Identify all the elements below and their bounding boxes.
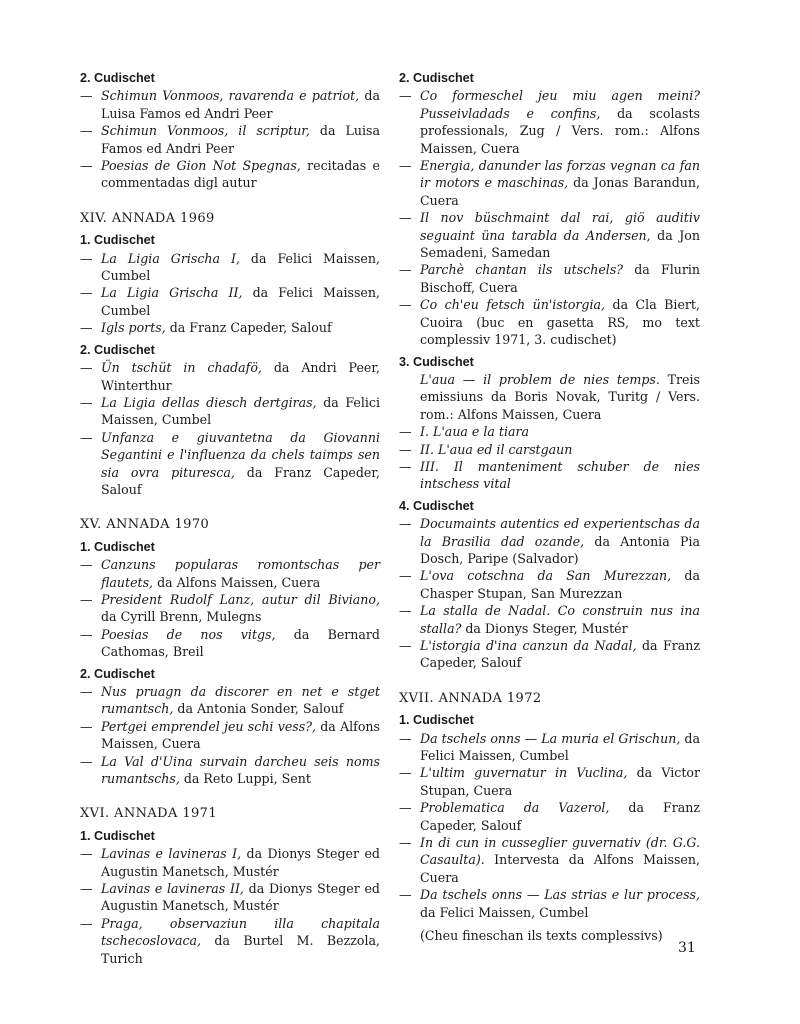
dash-marker: — (80, 591, 93, 607)
entry-title: In di cun in cusseglier guvernativ (dr. G.G. Casaulta). (420, 835, 700, 868)
entry-title: Unfanza e giuvantetna da Giovanni Segantini e l'influenza da chels taimps sen sia ovra pituresca, (101, 429, 380, 480)
entry-author: da Franz Capeder, Salouf (420, 638, 700, 671)
entry-title: Problematica da Vazerol, (420, 800, 610, 816)
entry-title: La Ligia Grischa I, (101, 250, 240, 266)
cudischet-heading: 2. Cudischet (80, 71, 155, 85)
entry-author: da Cyrill Brenn, Mulegns (101, 609, 262, 625)
entry-author: da Jonas Barandun, Cuera (420, 175, 700, 208)
dash-marker: — (399, 210, 412, 226)
list-item (80, 319, 380, 336)
list-item (399, 567, 700, 602)
cudischet-heading: 1. Cudischet (80, 539, 155, 554)
cudischet-heading: 4. Cudischet (399, 498, 474, 513)
dash-marker: — (399, 297, 412, 313)
list-item (399, 371, 700, 423)
list-item (399, 458, 700, 493)
entry-title: Documaints autentics ed experientschas da la Brasilia dad ozande, (420, 516, 700, 549)
entry-title: L'ultim guvernatur in Vuclina, (420, 765, 628, 781)
dash-marker: — (80, 846, 93, 862)
dash-marker: — (399, 158, 412, 174)
entry-title: Co formeschel jeu miu agen meini? Pusseivladads e confins, (420, 88, 700, 121)
entry-title: La Val d'Uina survain darcheu seis noms rumantschs, (101, 753, 380, 787)
list-item (399, 423, 700, 440)
list-item (399, 834, 700, 886)
entry-author: da Reto Luppi, Sent (179, 771, 311, 787)
dash-marker: — (399, 638, 412, 653)
entry-title: Pertgei emprendel jeu schi vess?, (101, 718, 316, 734)
entry-author: da Flurin Bischoff, Cuera (420, 262, 700, 295)
entry-author: da Felici Maissen, Cumbel (101, 285, 380, 318)
entry-title: La stalla de Nadal. Co construin nus ina stalla? (420, 603, 700, 636)
entry-author: da Felici Maissen, Cumbel (420, 730, 700, 764)
dash-marker: — (399, 424, 412, 440)
list-item (399, 799, 700, 834)
entry-title: Praga, observaziun illa chapitala tschecoslovaca, (101, 915, 380, 949)
list-item (80, 359, 380, 394)
cudischet-heading: 2. Cudischet (399, 71, 474, 85)
list-item (399, 764, 700, 799)
dash-marker: — (399, 835, 412, 851)
dash-marker: — (80, 626, 93, 642)
left-column (80, 70, 380, 967)
cudischet-heading: 1. Cudischet (399, 713, 474, 728)
dash-marker: — (80, 360, 93, 376)
list-item (80, 753, 380, 788)
entry-title: La Ligia Grischa II, (101, 285, 243, 301)
entry-author: da Dionys Steger ed Augustin Manetsch, Mustér (101, 846, 380, 879)
entry-author: da Dionys Steger, Mustér (461, 620, 628, 636)
cudischet-heading: 1. Cudischet (80, 233, 155, 248)
entry-author: (Cheu fineschan ils texts complessivs) (420, 928, 663, 944)
section-heading: XVI. ANNADA 1971 (80, 806, 217, 822)
list-item (80, 556, 380, 591)
dash-marker: — (80, 123, 93, 139)
entry-title: Canzuns popularas romontschas per flautets, (101, 557, 380, 590)
entry-title: Il nov büschmaint dal rai, giö auditiv seguaint üna tarabla da Andersen, (420, 210, 700, 243)
entry-author: da Dionys Steger ed Augustin Manetsch, Mustér (101, 881, 380, 914)
dash-marker: — (80, 285, 93, 301)
list-item (80, 683, 380, 718)
dash-marker: — (80, 718, 93, 734)
dash-marker: — (399, 800, 412, 816)
entry-author: da Luisa Famos ed Andri Peer (101, 123, 380, 156)
entry-author: da Victor Stupan, Cuera (420, 765, 700, 798)
dash-marker: — (399, 262, 412, 278)
list-item (80, 87, 380, 122)
entry-author: da Bernard Cathomas, Breil (101, 626, 380, 660)
entry-title: Poesias de nos vitgs, (101, 626, 276, 642)
entry-author: da Luisa Famos ed Andri Peer (101, 88, 380, 121)
list-item (80, 626, 380, 661)
page-number: 31 (678, 940, 696, 956)
list-item (399, 637, 700, 672)
entry-author: da Jon Semadeni, Samedan (420, 227, 700, 261)
entry-author: da Chasper Stupan, San Murezzan (420, 568, 700, 601)
dash-marker: — (80, 88, 93, 104)
list-item (80, 122, 380, 157)
section-heading: XIV. ANNADA 1969 (80, 210, 215, 226)
list-item (399, 441, 700, 458)
entry-author: Treis emissiuns da Boris Novak, Turitg / Vers. rom.: Alfons Maissen, Cuera (420, 371, 700, 422)
dash-marker: — (399, 88, 412, 104)
entry-author: da Burtel M. Bezzola, Turich (101, 933, 380, 966)
entry-author: da Antonia Pia Dosch, Paripe (Salvador) (420, 533, 700, 566)
list-item (399, 730, 700, 765)
entry-author: da Felici Maissen, Cumbel (420, 904, 589, 920)
list-item (399, 261, 700, 296)
cudischet-heading: 3. Cudischet (399, 354, 474, 369)
list-item (80, 718, 380, 753)
dash-marker: — (80, 881, 93, 897)
list-item (399, 602, 700, 637)
list-item (80, 845, 380, 880)
entry-title: Energia, danunder las forzas vegnan ca fan ir motors e maschinas, (420, 158, 700, 191)
right-column (399, 70, 700, 945)
entry-title: Lavinas e lavineras II, (101, 881, 244, 897)
dash-marker: — (80, 557, 93, 573)
entry-title: III. Il manteniment schuber de nies intschess vital (420, 458, 700, 492)
entry-title: L'ova cotschna da San Murezzan, (420, 568, 672, 584)
cudischet-heading: 2. Cudischet (80, 666, 155, 681)
dash-marker: — (80, 915, 93, 931)
list-item (399, 87, 700, 157)
list-item (80, 591, 380, 626)
entry-title: L'aua — il problem de nies temps. (420, 371, 660, 387)
entry-author: da Felici Maissen, Cumbel (101, 394, 380, 428)
dash-marker: — (399, 441, 412, 457)
dash-marker: — (399, 516, 412, 532)
entry-title: Poesias de Gion Not Spegnas, (101, 158, 301, 174)
dash-marker: — (399, 765, 412, 781)
list-item (399, 296, 700, 348)
entry-author: da scolasts professionals, Zug / Vers. rom.: Alfons Maissen, Cuera (420, 105, 700, 156)
dash-marker: — (399, 887, 412, 903)
entry-title: II. L'aua ed il carstgaun (420, 441, 573, 457)
dash-marker: — (80, 250, 93, 266)
dash-marker: — (399, 730, 412, 746)
section-heading: XV. ANNADA 1970 (80, 517, 210, 533)
entry-title: Igls ports, (101, 320, 166, 336)
entry-title: President Rudolf Lanz, autur dil Biviano, (101, 591, 380, 607)
entry-author: da Alfons Maissen, Cuera (101, 718, 380, 752)
entry-author: da Franz Capeder, Salouf (101, 464, 381, 497)
entry-title: Da tschels onns — La muria el Grischun, (420, 730, 681, 746)
entry-title: Ün tschüt in chadafö, (101, 360, 262, 376)
cudischet-heading: 2. Cudischet (80, 342, 155, 357)
list-item (399, 157, 700, 209)
dash-marker: — (80, 684, 93, 699)
list-item (80, 157, 380, 192)
entry-title: Lavinas e lavineras I, (101, 846, 242, 862)
entry-title: Parchè chantan ils utschels? (420, 262, 624, 278)
entry-title: Co ch'eu fetsch ün'istorgia, (420, 297, 606, 313)
entry-author: da Alfons Maissen, Cuera (153, 574, 321, 590)
dash-marker: — (80, 394, 93, 410)
list-item (80, 880, 380, 915)
dash-marker: — (80, 753, 93, 769)
cudischet-heading: 1. Cudischet (80, 828, 155, 843)
entry-title: La Ligia dellas diesch dertgiras, (101, 394, 317, 410)
list-item (80, 284, 380, 319)
list-item (399, 515, 700, 567)
list-item (80, 429, 380, 499)
section-heading: XVII. ANNADA 1972 (399, 690, 542, 706)
list-item (80, 915, 380, 967)
entry-author: da Cla Biert, Cuoira (buc en gasetta RS, mo text complessiv 1971, 3. cudischet) (420, 297, 700, 348)
list-item (399, 927, 700, 944)
list-item (399, 209, 700, 261)
entry-title: L'istorgia d'ina canzun da Nadal, (420, 638, 637, 653)
dash-marker: — (80, 429, 93, 445)
dash-marker: — (399, 458, 412, 474)
list-item (80, 394, 380, 429)
entry-title: Schimun Vonmoos, ravarenda e patriot, (101, 88, 360, 104)
entry-author: da Antonia Sonder, Salouf (173, 701, 344, 717)
entry-title: I. L'aua e la tiara (420, 424, 530, 440)
dash-marker: — (80, 158, 93, 174)
entry-author: recitadas e commentadas digl autur (101, 158, 380, 191)
entry-title: Schimun Vonmoos, il scriptur, (101, 123, 310, 139)
entry-author: da Franz Capeder, Salouf (165, 320, 332, 336)
entry-author: da Felici Maissen, Cumbel (101, 250, 380, 284)
dash-marker: — (399, 568, 412, 584)
dash-marker: — (399, 603, 412, 619)
entry-title: Nus pruagn da discorer en net e stget rumantsch, (101, 684, 380, 717)
entry-title: Da tschels onns — Las strias e lur process, (420, 887, 700, 903)
list-item (80, 250, 380, 285)
dash-marker: — (80, 320, 93, 336)
entry-author: da Andri Peer, Winterthur (101, 360, 380, 393)
entry-author: da Franz Capeder, Salouf (420, 800, 700, 833)
entry-author: Intervesta da Alfons Maissen, Cuera (420, 852, 700, 885)
list-item (399, 886, 700, 921)
